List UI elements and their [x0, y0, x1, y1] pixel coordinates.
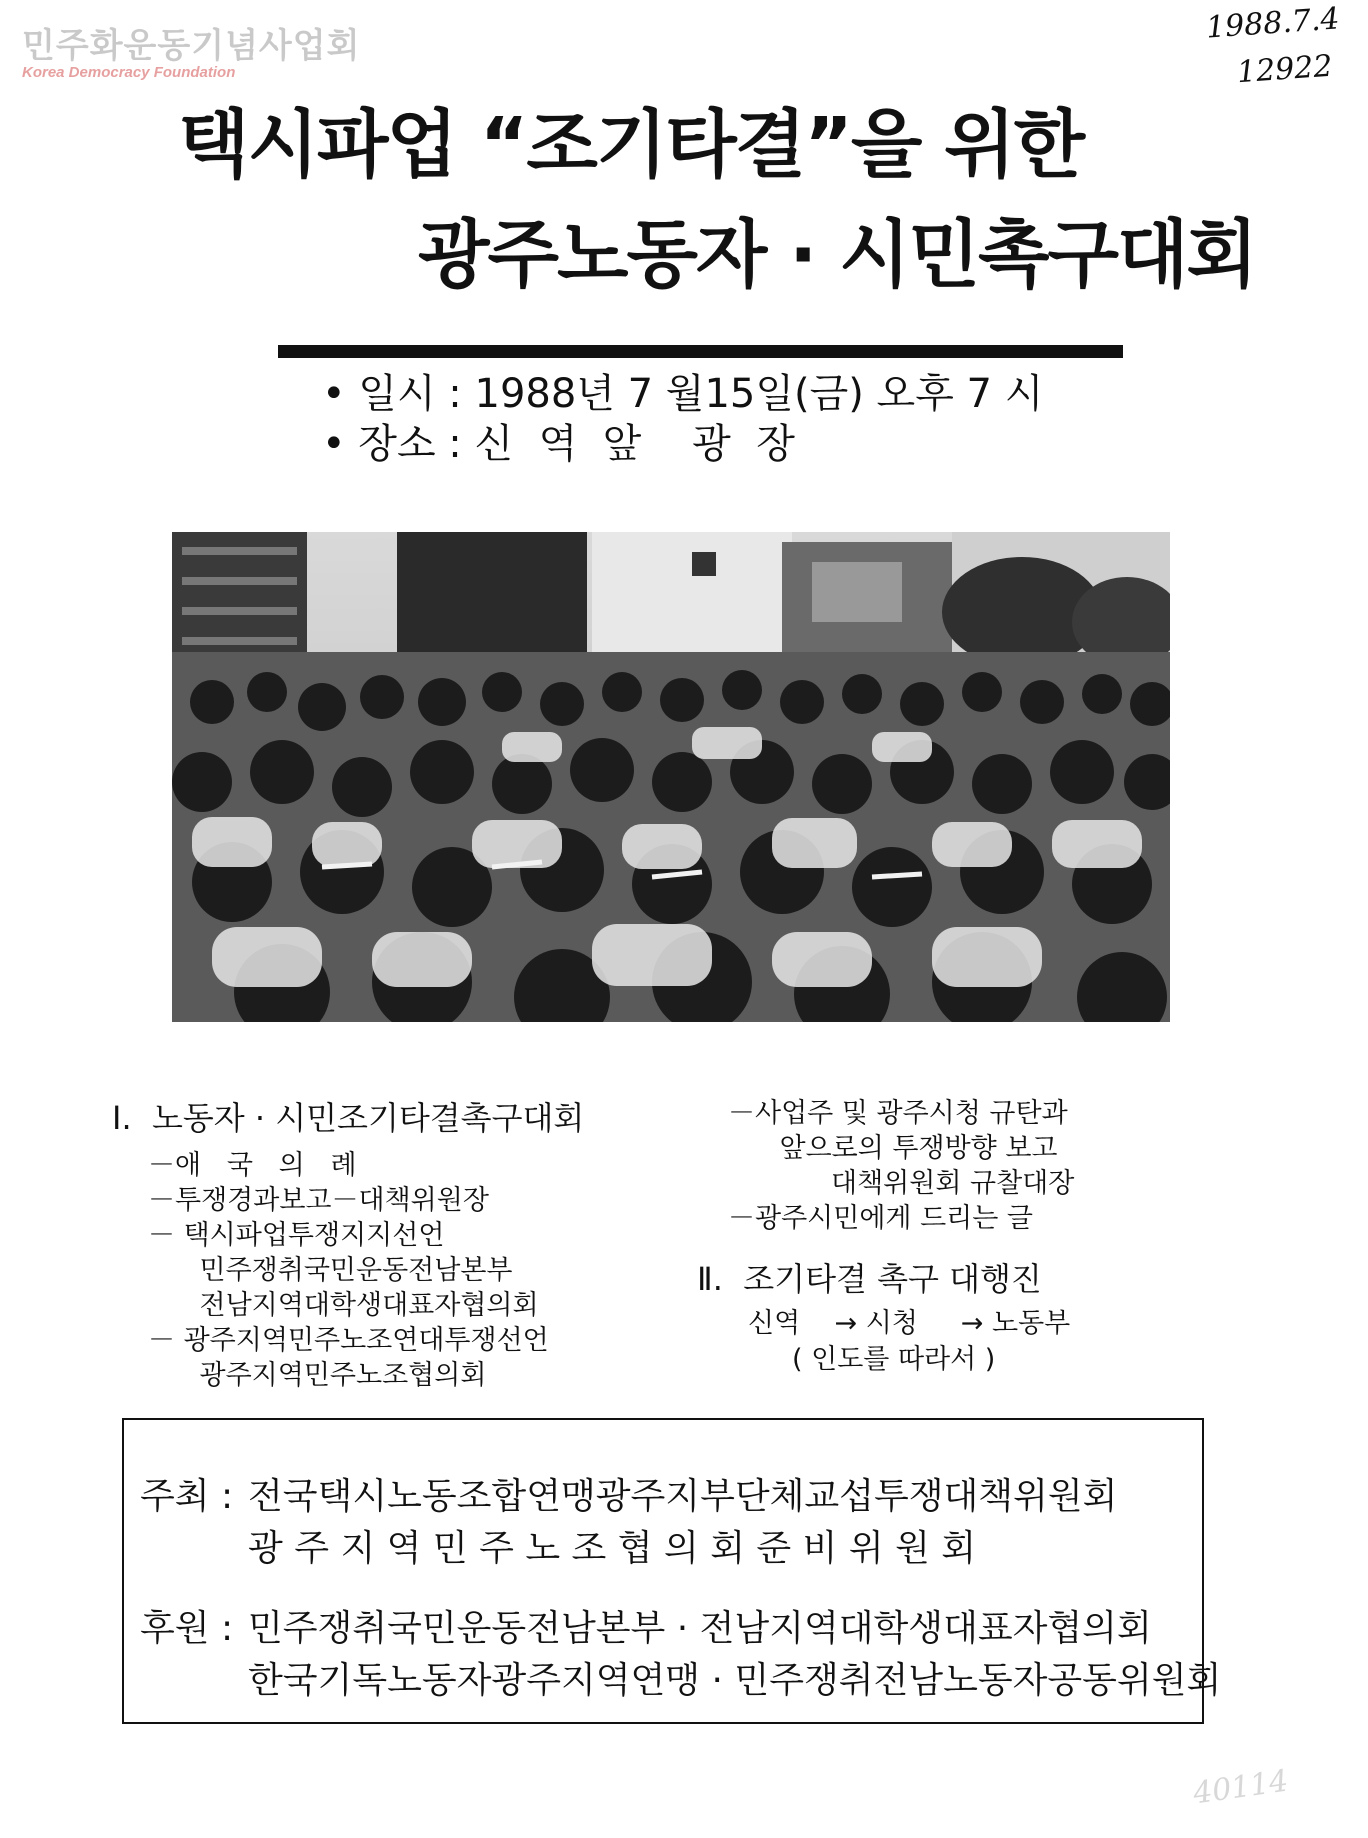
section-1-item: － 광주지역민주노조연대투쟁선언 [148, 1325, 549, 1356]
handwritten-bottom-mark: 40114 [1190, 1763, 1290, 1812]
support-line-2: 한국기독노동자광주지역연맹 · 민주쟁취전남노동자공동위원회 [248, 1660, 1222, 1701]
host-line-1: 전국택시노동조합연맹광주지부단체교섭투쟁대책위원회 [248, 1476, 1118, 1517]
section-1-item: 민주쟁취국민운동전남본부 [148, 1255, 513, 1286]
march-note: ( 인도를 따라서 ) [792, 1344, 996, 1375]
title-line-1: 택시파업 “조기타결”을 위한 [178, 102, 1084, 188]
support-line-1: 민주쟁취국민운동전남본부 · 전남지역대학생대표자협의회 [248, 1608, 1152, 1649]
section-1-title: Ⅰ. 노동자 · 시민조기타결촉구대회 [112, 1099, 585, 1137]
section-1-item: －애 국 의 례 [148, 1150, 357, 1181]
section-1-right-item: －광주시민에게 드리는 글 [728, 1203, 1033, 1234]
section-2-title: Ⅱ. 조기타결 촉구 대행진 [697, 1260, 1042, 1298]
support-label: 후원 : [140, 1608, 234, 1649]
section-1-item: 광주지역민주노조협의회 [148, 1360, 487, 1391]
section-1-right-item: 대책위원회 규찰대장 [728, 1168, 1075, 1199]
title-divider [278, 345, 1123, 358]
section-1-item: －투쟁경과보고－대책위원장 [148, 1185, 489, 1216]
rally-crowd-photo [172, 532, 1170, 1022]
watermark-korean: 민주화운동기념사업회 [22, 26, 361, 66]
handwritten-number: 12922 [1235, 48, 1334, 91]
handwritten-date: 1988.7.4 [1205, 1, 1342, 46]
watermark-english: Korea Democracy Foundation [22, 64, 236, 81]
section-1-right-item: －사업주 및 광주시청 규탄과 [728, 1098, 1068, 1129]
section-1-right-item: 앞으로의 투쟁방향 보고 [728, 1133, 1058, 1164]
event-place: • 장소 : 신 역 앞 광 장 [322, 421, 795, 467]
title-line-2: 광주노동자 · 시민촉구대회 [418, 212, 1256, 298]
crowd-photo-graphic [172, 532, 1170, 1022]
event-date: • 일시 : 1988년 7 월15일(금) 오후 7 시 [322, 371, 1044, 417]
section-1-item: 전남지역대학생대표자협의회 [148, 1290, 539, 1321]
host-label: 주최 : [140, 1476, 234, 1517]
section-1-item: － 택시파업투쟁지지선언 [148, 1220, 445, 1251]
march-route: 신역 → 시청 → 노동부 [748, 1308, 1071, 1339]
host-line-2: 광 주 지 역 민 주 노 조 협 의 회 준 비 위 원 회 [248, 1528, 977, 1569]
